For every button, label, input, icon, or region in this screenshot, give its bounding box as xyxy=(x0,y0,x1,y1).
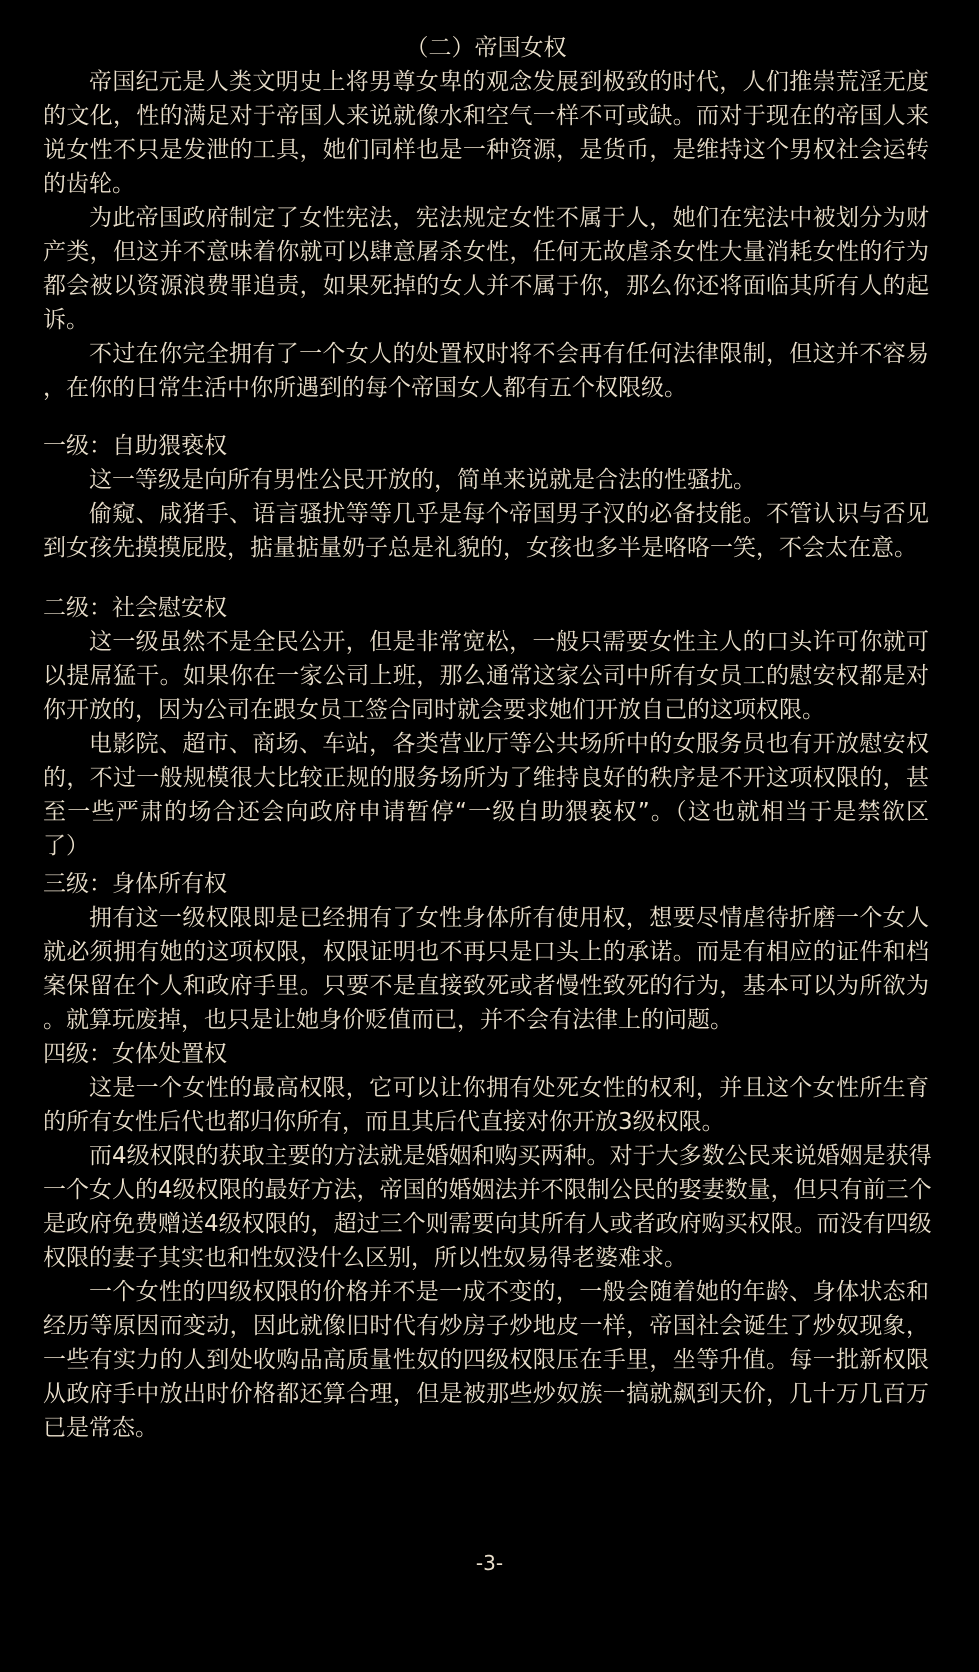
text-line: 一个女性的四级权限的价格并不是一成不变的，一般会随着她的年龄、身体状态和 xyxy=(89,1279,929,1305)
text-line: 电影院、超市、商场、车站，各类营业厅等公共场所中的女服务员也有开放慰安权 xyxy=(89,731,929,757)
section-heading: 三级：身体所有权 xyxy=(43,871,227,897)
text-line: 说女性不只是发泄的工具，她们同样也是一种资源，是货币，是维持这个男权社会运转 xyxy=(43,137,929,163)
text-line: 的文化，性的满足对于帝国人来说就像水和空气一样不可或缺。而对于现在的帝国人来 xyxy=(43,103,929,129)
text-line: 这一等级是向所有男性公民开放的，简单来说就是合法的性骚扰。 xyxy=(89,467,756,493)
paragraph xyxy=(43,1071,929,1139)
text-line: 都会被以资源浪费罪追责，如果死掉的女人并不属于你，那么你还将面临其所有人的起 xyxy=(43,273,929,299)
paragraph xyxy=(43,901,929,1037)
text-line: 一些有实力的人到处收购品高质量性奴的四级权限压在手里，坐等升值。每一批新权限 xyxy=(43,1347,929,1373)
text-line: ，在你的日常生活中你所遇到的每个帝国女人都有五个权限级。 xyxy=(43,375,687,401)
paragraph xyxy=(43,1139,932,1275)
text-line: 为此帝国政府制定了女性宪法，宪法规定女性不属于人，她们在宪法中被划分为财 xyxy=(89,205,929,231)
text-line: 而4级权限的获取主要的方法就是婚姻和购买两种。对于大多数公民来说婚姻是获得 xyxy=(89,1143,932,1169)
text-line: 。就算玩废掉，也只是让她身价贬值而已，并不会有法律上的问题。 xyxy=(43,1007,733,1033)
text-line: 帝国纪元是人类文明史上将男尊女卑的观念发展到极致的时代，人们推崇荒淫无度 xyxy=(89,69,929,95)
text-line: 以提屌猛干。如果你在一家公司上班，那么通常这家公司中所有女员工的慰安权都是对 xyxy=(43,663,929,689)
text-line: 经历等原因而变动，因此就像旧时代有炒房子炒地皮一样，帝国社会诞生了炒奴现象， xyxy=(43,1313,929,1339)
paragraph xyxy=(43,463,929,497)
text-line: 一个女人的4级权限的最好方法，帝国的婚姻法并不限制公民的娶妻数量，但只有前三个 xyxy=(43,1177,932,1203)
section-heading: 二级：社会慰安权 xyxy=(43,595,227,621)
text-line: 的所有女性后代也都归你所有，而且其后代直接对你开放3级权限。 xyxy=(43,1109,725,1135)
text-line: 你开放的，因为公司在跟女员工签合同时就会要求她们开放自己的这项权限。 xyxy=(43,697,825,723)
section-title: （二）帝国女权 xyxy=(405,35,567,61)
paragraph xyxy=(43,1275,929,1445)
paragraph xyxy=(43,497,929,565)
section-heading: 一级：自助猥亵权 xyxy=(43,433,227,459)
text-line: 已是常态。 xyxy=(43,1415,158,1441)
paragraph xyxy=(43,65,929,201)
text-line: 到女孩先摸摸屁股，掂量掂量奶子总是礼貌的，女孩也多半是咯咯一笑，不会太在意。 xyxy=(43,535,917,561)
text-line: 就必须拥有她的这项权限，权限证明也不再只是口头上的承诺。而是有相应的证件和档 xyxy=(43,939,929,965)
paragraph xyxy=(43,727,929,863)
page-number: -3- xyxy=(475,1551,504,1575)
text-line: 产类，但这并不意味着你就可以肆意屠杀女性，任何无故虐杀女性大量消耗女性的行为 xyxy=(43,239,929,265)
text-line: 权限的妻子其实也和性奴没什么区别，所以性奴易得老婆难求。 xyxy=(43,1245,687,1271)
text-line: 的齿轮。 xyxy=(43,171,135,197)
text-line: 不过在你完全拥有了一个女人的处置权时将不会再有任何法律限制，但这并不容易 xyxy=(89,341,929,367)
section-heading: 四级：女体处置权 xyxy=(43,1041,227,1067)
text-line: 是政府免费赠送4级权限的，超过三个则需要向其所有人或者政府购买权限。而没有四级 xyxy=(43,1211,932,1237)
text-line: 诉。 xyxy=(43,307,89,333)
paragraph xyxy=(43,625,929,727)
text-line: 这一级虽然不是全民公开，但是非常宽松，一般只需要女性主人的口头许可你就可 xyxy=(89,629,929,655)
text-line: 了） xyxy=(43,833,89,859)
paragraph xyxy=(43,337,929,405)
text-line: 偷窥、咸猪手、语言骚扰等等几乎是每个帝国男子汉的必备技能。不管认识与否见 xyxy=(89,501,929,527)
text-line: 从政府手中放出时价格都还算合理，但是被那些炒奴族一搞就飙到天价，几十万几百万 xyxy=(43,1381,929,1407)
text-line: 案保留在个人和政府手里。只要不是直接致死或者慢性致死的行为，基本可以为所欲为 xyxy=(43,973,929,999)
text-line: 拥有这一级权限即是已经拥有了女性身体所有使用权，想要尽情虐待折磨一个女人 xyxy=(89,905,929,931)
text-line: 的，不过一般规模很大比较正规的服务场所为了维持良好的秩序是不开这项权限的，甚 xyxy=(43,765,929,791)
text-line: 至一些严肃的场合还会向政府申请暂停“一级自助猥亵权”。（这也就相当于是禁欲区 xyxy=(43,799,929,825)
text-line: 这是一个女性的最高权限，它可以让你拥有处死女性的权利，并且这个女性所生育 xyxy=(89,1075,929,1101)
document-body xyxy=(43,31,932,1445)
paragraph xyxy=(43,201,929,337)
